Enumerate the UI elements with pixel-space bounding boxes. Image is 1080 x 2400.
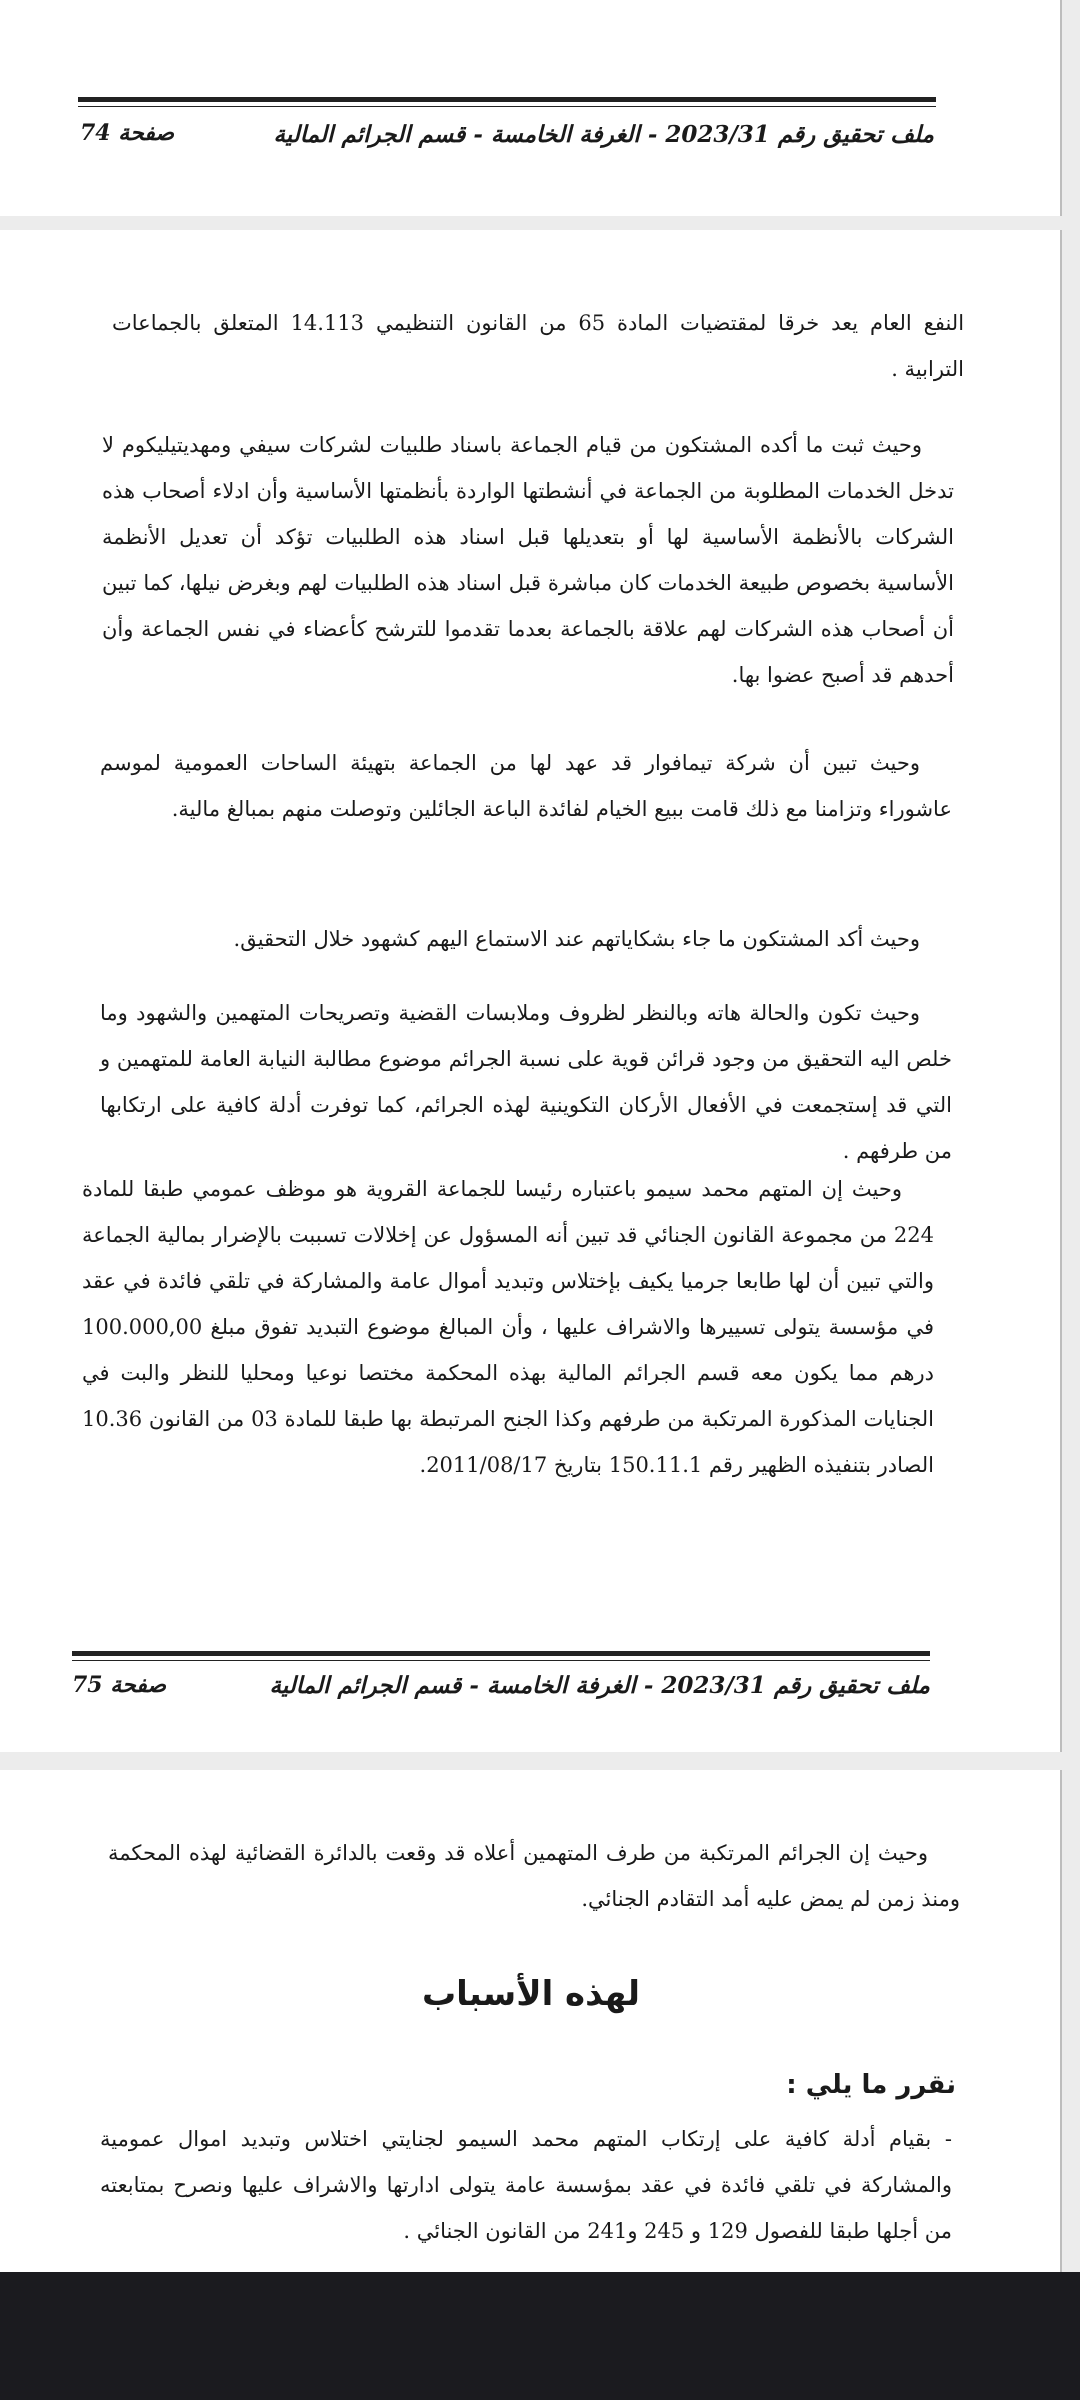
page-74 [0,0,1062,216]
bottom-bar [0,2272,1080,2400]
page-edge [1060,1770,1062,2272]
page-75 [0,230,1062,1752]
paragraph-2: وحيث ثبت ما أكده المشتكون من قيام الجماعة باسناد طلبيات لشركات سيفي ومهديتيليكوم لا تدخل الخدمات المطلوبة من الجماعة في أنشطتها الواردة بأنظمتها الأساسية وأن ادلاء أصحاب هذه الشركات بالأنظمة الأساسية لها أو بتعديلها قبل اسناد هذه الطلبيات تؤكد أن تعديل الأنظمة الأساسية بخصوص طبيعة الخدمات كان مباشرة قبل اسناد هذه الطلبيات لهم وبغرض نيلها، كما تبين أن أصحاب هذه الشركات لهم علاقة بالجماعة بعدما تقدموا للترشح كأعضاء في نفس الجماعة وأن أحدهم قد أصبح عضوا بها. [102,433,954,687]
paragraph-4: وحيث أكد المشتكون ما جاء بشكاياتهم عند الاستماع اليهم كشهود خلال التحقيق. [233,927,920,951]
page-header-title: ملف تحقيق رقم 2023/31 - الغرفة الخامسة - قسم الجرائم المالية [273,121,934,148]
paragraph-1: النفع العام يعد خرقا لمقتضيات المادة 65 من القانون التنظيمي 14.113 المتعلق بالجماعات الترابية . [112,311,965,381]
paragraph-3: وحيث تبين أن شركة تيمافوار قد عهد لها من الجماعة بتهيئة الساحات العمومية لموسم عاشوراء وتزامنا مع ذلك قامت ببيع الخيام لفائدة الباعة الجائلين وتوصلت منهم بمبالغ مالية. [100,751,952,821]
paragraph-intro: وحيث إن الجرائم المرتكبة من طرف المتهمين أعلاه قد وقعت بالدائرة القضائية لهذه المحكمة ومنذ زمن لم يمض عليه أمد التقادم الجنائي. [108,1841,960,1911]
page-header-title: ملف تحقيق رقم 2023/31 - الغرفة الخامسة - قسم الجرائم المالية [269,1672,930,1699]
page-number: صفحة 75 [72,1672,167,1698]
paragraph-6: وحيث إن المتهم محمد سيمو باعتباره رئيسا للجماعة القروية هو موظف عمومي طبقا للمادة 224 من مجموعة القانون الجنائي قد تبين أنه المسؤول عن إخلالات تسببت بالإضرار بمالية الجماعة والتي تبين أن لها طابعا جرميا يكيف بإختلاس وتبديد أموال عامة والمشاركة في تلقي فائدة في عقد في مؤسسة يتولى تسييرها والاشراف عليها ، وأن المبالغ موضوع التبديد تفوق مبلغ 100.000,00 درهم مما يكون معه قسم الجرائم المالية بهذه المحكمة مختصا نوعيا ومحليا للنظر والبت في الجنايات المذكورة المرتكبة من طرفهم وكذا الجنح المرتبطة بها طبقا للمادة 03 من القانون 10.36 الصادر بتنفيذه الظهير رقم 150.11.1 بتاريخ 2011/08/17. [82,1177,934,1477]
header-rule-thin [78,106,936,107]
page-76 [0,1770,1062,2272]
header-rule [78,97,936,102]
decision-label: نقرر ما يلي : [786,2070,956,2100]
paragraph-5: وحيث تكون والحالة هاته وبالنظر لظروف وملابسات القضية وتصريحات المتهمين والشهود وما خلص اليه التحقيق من وجود قرائن قوية على نسبة الجرائم موضوع مطالبة النيابة العامة للمتهمين و التي قد إستجمعت في الأفعال الأركان التكوينية لهذه الجرائم، كما توفرت أدلة كافية على ارتكابها من طرفهم . [100,1001,952,1163]
page-edge [1060,0,1062,216]
header-rule [72,1651,930,1656]
decision-item: - بقيام أدلة كافية على إرتكاب المتهم محمد السيمو لجنايتي اختلاس وتبديد اموال عمومية والمشاركة في تلقي فائدة في عقد بمؤسسة عامة يتولى ادارتها والاشراف عليها ونصرح بمتابعته من أجلها طبقا للفصول 129 و 245 و241 من القانون الجنائي . [100,2127,952,2243]
page-edge [1060,230,1062,1752]
section-heading: لهذه الأسباب [422,1974,640,2014]
header-rule-thin [72,1660,930,1661]
page-number: صفحة 74 [80,120,175,146]
